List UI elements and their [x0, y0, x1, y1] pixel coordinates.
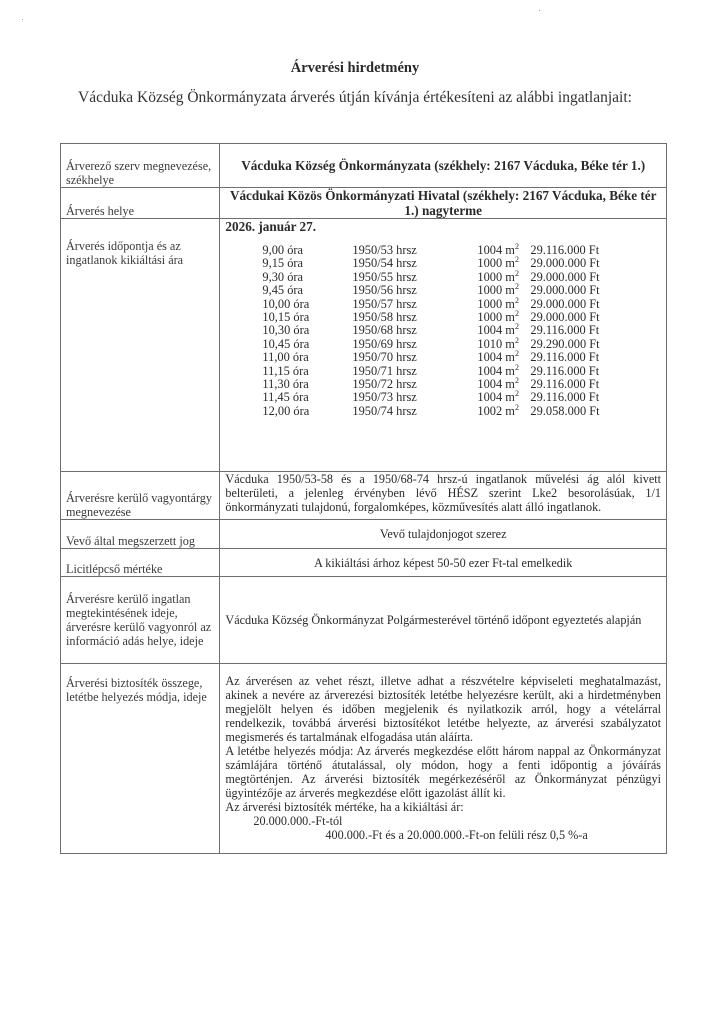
lot-area-unit: m: [505, 323, 515, 338]
lot-area-value: 1004: [477, 363, 503, 378]
venue-value: Vácdukai Közös Önkormányzati Hivatal (székhely: 2167 Vácduka, Béke tér 1.) nagyterme: [220, 188, 667, 219]
schedule-label: Árverés időpontja és az ingatlanok kikiáltási ára: [61, 219, 220, 472]
lot-area-unit: m: [505, 269, 515, 284]
lot-time: 9,45 óra: [262, 283, 304, 298]
lots-list: [225, 234, 661, 428]
lot-time: 10,15 óra: [262, 309, 310, 324]
lot-hrsz: 1950/58 hrsz: [352, 309, 417, 324]
lot-price: 29.116.000 Ft: [530, 363, 600, 378]
deposit-label: Árverési biztosíték összege, letétbe helyezés módja, ideje: [61, 664, 220, 854]
lot-price: 29.290.000 Ft: [530, 336, 600, 351]
lot-price: 29.000.000 Ft: [530, 269, 600, 284]
lot-area-exponent: 2: [514, 375, 519, 385]
scan-speck: [539, 10, 540, 11]
bid-step-value: A kikiáltási árhoz képest 50-50 ezer Ft-tal emelkedik: [220, 549, 667, 577]
lot-area-unit: m: [505, 296, 515, 311]
lot-area-value: 1004: [477, 350, 503, 365]
organizer-row: [61, 144, 667, 188]
lot-row: [225, 402, 661, 418]
lot-area-exponent: 2: [514, 322, 519, 332]
lot-row: [225, 391, 661, 404]
deposit-formula: 400.000.-Ft és a 20.000.000.-Ft-on felüli rész 0,5 %-a: [325, 828, 588, 842]
bid-step-row: [61, 549, 667, 577]
viewing-row: [61, 577, 667, 664]
lot-time: 11,00 óra: [262, 350, 309, 365]
bid-step-label: Licitlépcső mértéke: [61, 549, 220, 577]
lot-time: 9,15 óra: [262, 256, 304, 271]
lot-time: 9,30 óra: [262, 269, 304, 284]
right-row: [61, 520, 667, 549]
deposit-participation-text: Az árverésen az vehet részt, illetve adhat a részvételre képviseleti meghatalmazást, akinek a nevére az árverezési biztosíték letétbe helyezésre került, aki a hirdetményben megjelölt helyen és időben megjelenik és nyilatkozik arról, hogy a vételárral rendelkezik, továbbá árverési biztosítékot letétbe helyezte, az árverési szabályzatot megismerés és tartalmának elfogadása után aláírta.: [225, 674, 661, 744]
lot-area-unit: m: [505, 376, 515, 391]
lot-row: [225, 351, 661, 364]
lot-hrsz: 1950/55 hrsz: [352, 269, 417, 284]
right-value: Vevő tulajdonjogot szerez: [220, 520, 667, 549]
lot-time: 10,45 óra: [262, 336, 310, 351]
lot-time: 11,45 óra: [262, 390, 309, 405]
lot-area-unit: m: [505, 256, 515, 271]
lot-price: 29.058.000 Ft: [530, 403, 600, 418]
lot-area-value: 1002: [477, 403, 503, 418]
deposit-value: [220, 664, 667, 854]
lot-time: 10,30 óra: [262, 323, 310, 338]
lot-area-value: 1004: [477, 376, 503, 391]
lot-area: [440, 402, 530, 418]
lot-area-exponent: 2: [514, 255, 519, 265]
lot-area-unit: m: [505, 390, 515, 405]
lot-row: [225, 257, 661, 270]
lot-hrsz: 1950/73 hrsz: [352, 390, 417, 405]
auction-details-table: [60, 143, 667, 854]
deposit-row: [61, 664, 667, 854]
lot-area-value: 1000: [477, 309, 503, 324]
lot-time: 11,15 óra: [262, 363, 309, 378]
lot-price: 29.000.000 Ft: [530, 309, 600, 324]
organizer-label: Árverező szerv megnevezése, székhelye: [61, 144, 220, 188]
lot-hrsz: 1950/57 hrsz: [352, 296, 417, 311]
lot-hrsz: 1950/70 hrsz: [352, 350, 417, 365]
document-title: Árverési hirdetmény: [290, 60, 420, 76]
lot-area-exponent: 2: [514, 362, 519, 372]
schedule-value: [220, 219, 667, 472]
lot-area-unit: m: [505, 350, 515, 365]
lot-price: 29.000.000 Ft: [530, 296, 600, 311]
lot-area-unit: m: [505, 363, 515, 378]
lot-hrsz: 1950/69 hrsz: [352, 336, 417, 351]
lot-area-unit: m: [505, 243, 515, 257]
viewing-value: Vácduka Község Önkormányzat Polgármesterével történő időpont egyeztetés alapján: [220, 577, 667, 664]
asset-row: [61, 472, 667, 520]
lot-area-exponent: 2: [514, 402, 519, 412]
lot-price: 29.116.000 Ft: [530, 243, 600, 257]
lot-time: 10,00 óra: [262, 296, 310, 311]
venue-row: [61, 188, 667, 219]
lot-area-exponent: 2: [514, 295, 519, 305]
lot-area-value: 1010: [477, 336, 503, 351]
lot-hrsz: 1950/56 hrsz: [352, 283, 417, 298]
lot-time: 9,00 óra: [262, 243, 304, 257]
lot-hrsz: 1950/74 hrsz: [352, 403, 417, 418]
asset-label: Árverésre kerülő vagyontárgy megnevezése: [61, 472, 220, 520]
lot-row: [225, 362, 661, 378]
lot-area-value: 1004: [477, 390, 503, 405]
lot-price: 29.116.000 Ft: [530, 390, 600, 405]
lot-area-unit: m: [505, 309, 515, 324]
lot-area-exponent: 2: [514, 335, 519, 345]
lot-row: [225, 324, 661, 337]
deposit-amount-intro: Az árverési biztosíték mértéke, ha a kikiáltási ár:: [225, 800, 464, 814]
lot-price: 29.116.000 Ft: [530, 376, 600, 391]
lot-area-unit: m: [505, 403, 515, 418]
lot-hrsz: 1950/71 hrsz: [352, 363, 417, 378]
viewing-label: Árverésre kerülő ingatlan megtekintésének ideje, árverésre kerülő vagyonról az információ adás helye, ideje: [61, 577, 220, 664]
lot-hrsz: 1950/54 hrsz: [352, 256, 417, 271]
lot-area-exponent: 2: [514, 242, 519, 251]
lot-area-exponent: 2: [514, 389, 519, 399]
lot-area-exponent: 2: [514, 308, 519, 318]
document-subtitle: Vácduka Község Önkormányzata árverés útján kívánja értékesíteni az alábbi ingatlanjait:: [78, 89, 632, 106]
lot-hrsz: 1950/72 hrsz: [352, 376, 417, 391]
lot-time: 12,00 óra: [262, 403, 310, 418]
lot-area-exponent: 2: [514, 282, 519, 292]
lot-area-exponent: 2: [514, 268, 519, 278]
lot-price: 29.000.000 Ft: [530, 283, 600, 298]
lot-area-unit: m: [505, 336, 515, 351]
lot-area-value: 1000: [477, 283, 503, 298]
auction-date: 2026. január 27.: [225, 219, 317, 234]
lot-area-unit: m: [505, 283, 515, 298]
asset-value: Vácduka 1950/53-58 és a 1950/68-74 hrsz-ú ingatlanok művelési ág alól kivett belterületi, a jelenleg érvényben lévő HÉSZ szerint Lke2 besorolásúak, 1/1 önkormányzati tulajdonú, forgalomképes, közművesítés alatt álló ingatlanok.: [220, 472, 667, 520]
deposit-method-text: A letétbe helyezés módja: Az árverés megkezdése előtt három nappal az Önkormányzat számlájára történő átutalással, oly módon, hogy a fenti időpontig a jóváírás megtörténjen. Az árverési biztosíték megérkezéséről az Önkormányzat pénzügyi ügyintézője az árverés megkezdése előtt igazolást állít ki.: [225, 744, 661, 800]
deposit-threshold: 20.000.000.-Ft-tól: [253, 814, 343, 828]
lot-area-value: 1000: [477, 256, 503, 271]
scan-speck: [22, 19, 23, 20]
lot-price: 29.116.000 Ft: [530, 323, 600, 338]
lot-area-value: 1000: [477, 296, 503, 311]
lot-area-exponent: 2: [514, 349, 519, 359]
lot-area-value: 1004: [477, 323, 503, 338]
lot-area-value: 1000: [477, 269, 503, 284]
lot-price: 29.000.000 Ft: [530, 256, 600, 271]
lot-row: [225, 295, 661, 311]
lot-row: [225, 284, 661, 297]
lot-hrsz: 1950/53 hrsz: [352, 243, 417, 257]
lot-hrsz: 1950/68 hrsz: [352, 323, 417, 338]
lot-price: 29.116.000 Ft: [530, 350, 600, 365]
lot-time: 11,30 óra: [262, 376, 309, 391]
right-label: Vevő által megszerzett jog: [61, 520, 220, 549]
schedule-row: [61, 219, 667, 472]
lot-area-value: 1004: [477, 243, 503, 257]
venue-label: Árverés helye: [61, 188, 220, 219]
organizer-value: Vácduka Község Önkormányzata (székhely: 2167 Vácduka, Béke tér 1.): [220, 144, 667, 188]
